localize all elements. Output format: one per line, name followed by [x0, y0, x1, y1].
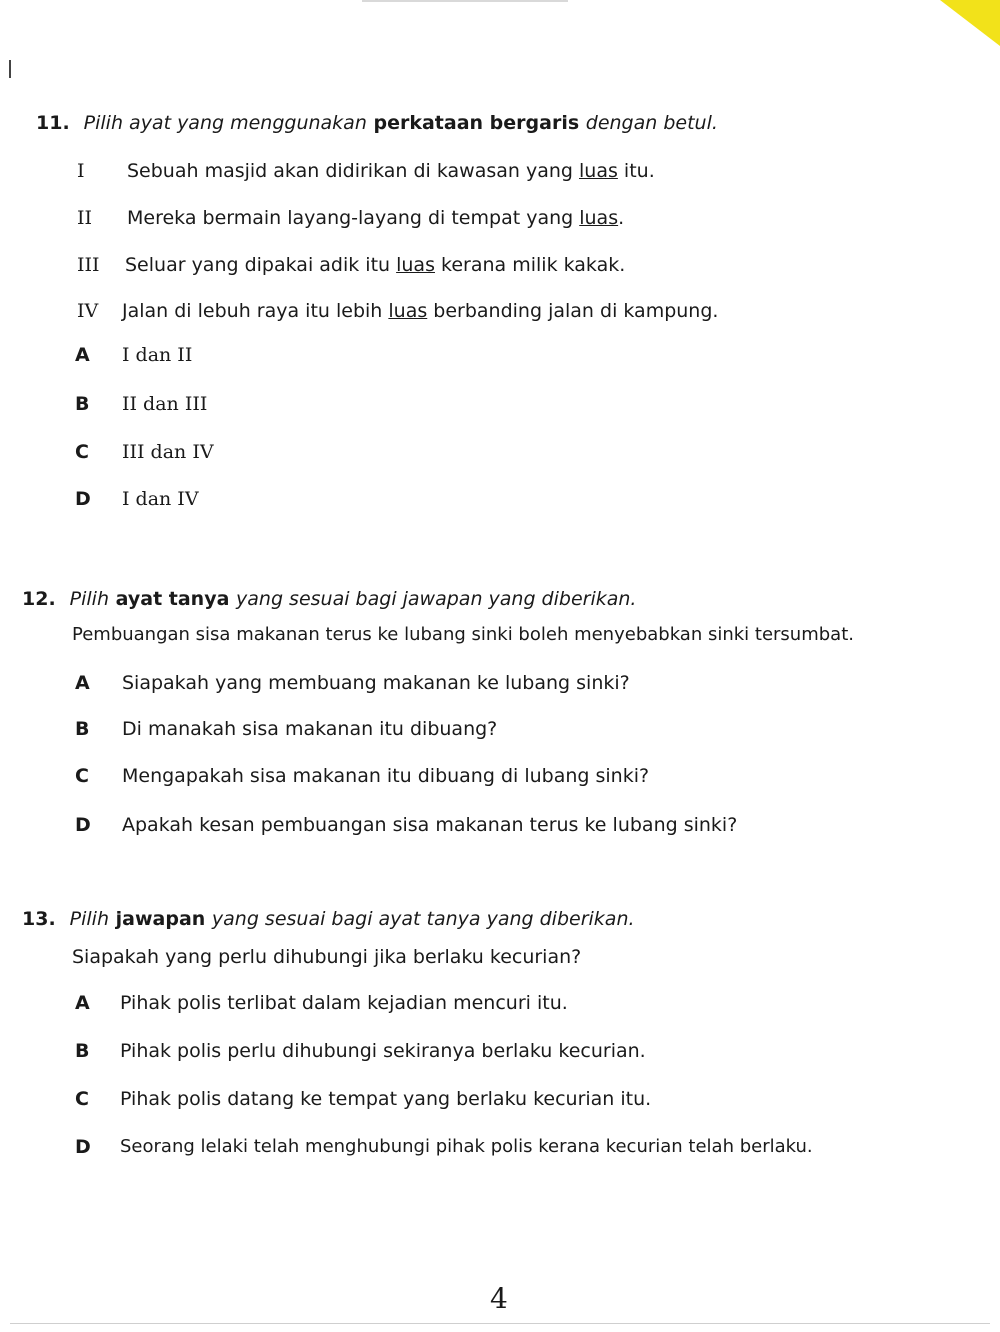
question-11-instruction: 11. Pilih ayat yang menggunakan perkataan bergaris dengan betul. [36, 112, 718, 134]
statement-roman: III [77, 254, 100, 276]
option-letter: B [75, 718, 90, 740]
statement-roman: IV [77, 300, 99, 322]
underlined-word: luas [396, 254, 435, 276]
scan-top-edge [362, 0, 568, 2]
underlined-word: luas [579, 207, 619, 229]
option-text: I dan II [122, 344, 193, 366]
option-text: Seorang lelaki telah menghubungi pihak polis kerana kecurian telah berlaku. [120, 1136, 813, 1157]
statement-text: Jalan di lebuh raya itu lebih luas berbanding jalan di kampung. [122, 300, 719, 322]
option-text: Pihak polis datang ke tempat yang berlaku kecurian itu. [120, 1088, 652, 1110]
option-letter: B [75, 393, 90, 415]
statement-text: Seluar yang dipakai adik itu luas kerana milik kakak. [125, 254, 626, 276]
question-13-prompt: Siapakah yang perlu dihubungi jika berlaku kecurian? [72, 946, 582, 968]
option-letter: D [75, 1136, 91, 1158]
question-number: 11. [36, 112, 70, 134]
option-letter: D [75, 488, 91, 510]
option-letter: C [75, 1088, 89, 1110]
option-letter: A [75, 672, 90, 694]
margin-tick-mark [9, 60, 11, 78]
option-letter: D [75, 814, 91, 836]
statement-roman: I [77, 160, 85, 182]
option-text: II dan III [122, 393, 208, 415]
option-letter: A [75, 344, 90, 366]
option-text: Siapakah yang membuang makanan ke lubang sinki? [122, 672, 630, 694]
option-text: Pihak polis perlu dihubungi sekiranya berlaku kecurian. [120, 1040, 646, 1062]
option-letter: A [75, 992, 90, 1014]
option-letter: C [75, 765, 89, 787]
statement-text: Sebuah masjid akan didirikan di kawasan yang luas itu. [127, 160, 655, 182]
question-12-instruction: 12. Pilih ayat tanya yang sesuai bagi jawapan yang diberikan. [22, 588, 637, 610]
underlined-word: luas [388, 300, 428, 322]
option-text: I dan IV [122, 488, 199, 510]
question-number: 12. [22, 588, 56, 610]
yellow-corner-mark [940, 0, 1000, 46]
underlined-word: luas [579, 160, 618, 182]
statement-text: Mereka bermain layang-layang di tempat yang luas. [127, 207, 625, 229]
option-letter: C [75, 441, 89, 463]
scan-bottom-edge [10, 1323, 990, 1324]
option-text: Pihak polis terlibat dalam kejadian mencuri itu. [120, 992, 568, 1014]
question-number: 13. [22, 908, 56, 930]
option-text: Mengapakah sisa makanan itu dibuang di lubang sinki? [122, 765, 650, 787]
option-text: Di manakah sisa makanan itu dibuang? [122, 718, 498, 740]
statement-roman: II [77, 207, 93, 229]
option-text: III dan IV [122, 441, 214, 463]
option-text: Apakah kesan pembuangan sisa makanan terus ke lubang sinki? [122, 814, 738, 836]
option-letter: B [75, 1040, 90, 1062]
question-13-instruction: 13. Pilih jawapan yang sesuai bagi ayat tanya yang diberikan. [22, 908, 635, 930]
page-number: 4 [490, 1282, 508, 1315]
question-12-prompt: Pembuangan sisa makanan terus ke lubang sinki boleh menyebabkan sinki tersumbat. [72, 624, 854, 645]
